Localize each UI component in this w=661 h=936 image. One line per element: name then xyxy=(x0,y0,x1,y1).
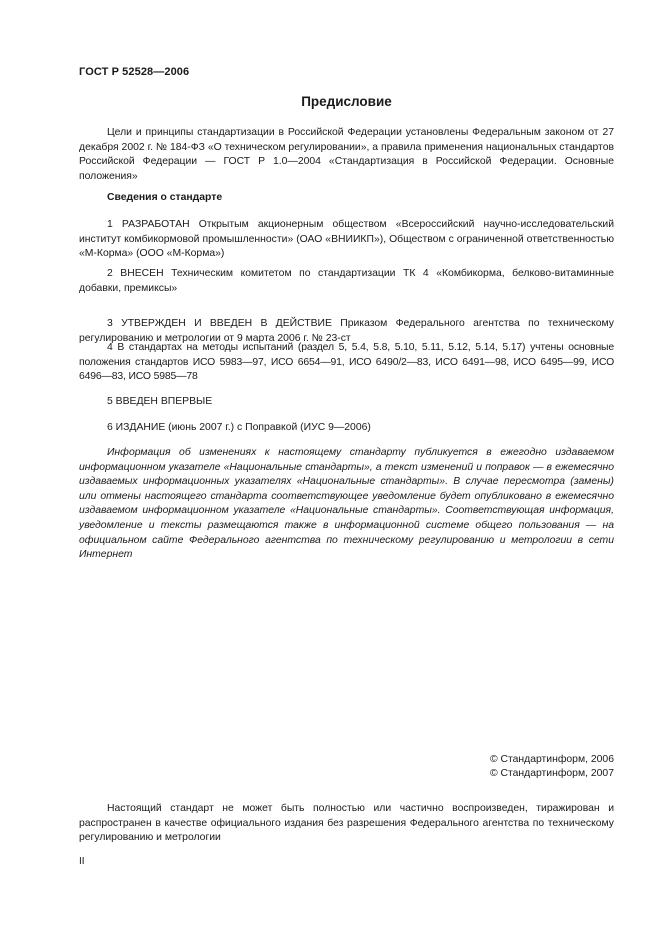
copyright-line-2: © Стандартинформ, 2007 xyxy=(489,768,614,779)
section-heading: Сведения о стандарте xyxy=(107,192,223,203)
notice-paragraph: Информация об изменениях к настоящему стандарту публикуется в ежегодно издаваемом информационном указателе «Национальные стандарты», а текст изменений и поправок — в ежемесячно издаваемых информационных указателях «Национальные стандарты». В случае пересмотра (замены) или отмены настоящего стандарта соответствующее уведомление будет опубликовано в ежемесячно издаваемом информационном указателе «Национальные стандарты». Соответствующая информация, уведомление и тексты размещаются также в информационной системе общего пользования — на официальном сайте Федерального агентства по техническому регулированию и метрологии в сети Интернет xyxy=(79,447,614,561)
footer-notice: Настоящий стандарт не может быть полностью или частично воспроизведен, тиражирован и распространен в качестве официального издания без разрешения Федерального агентства по техническому регулированию и метрологии xyxy=(79,803,614,844)
page-number: II xyxy=(79,856,85,867)
standard-info-item-5: 5 ВВЕДЕН ВПЕРВЫЕ xyxy=(107,396,213,407)
copyright-line-1: © Стандартинформ, 2006 xyxy=(489,754,614,765)
standard-info-item-6: 6 ИЗДАНИЕ (июнь 2007 г.) с Поправкой (ИУС 9—2006) xyxy=(107,422,371,433)
standard-info-item-1: 1 РАЗРАБОТАН Открытым акционерным обществом «Всероссийский научно-исследовательский институт комбикормовой промышленности» (ОАО «ВНИИКП»), Обществом с ограниченной ответственностью «М-Корма» (ООО «М-Корма») xyxy=(79,219,614,260)
intro-paragraph: Цели и принципы стандартизации в Российской Федерации установлены Федеральным законом от 27 декабря 2002 г. № 184-ФЗ «О техническом регулировании», а правила применения национальных стандартов Российской Федерации — ГОСТ Р 1.0—2004 «Стандартизация в Российской Федерации. Основные положения» xyxy=(79,127,614,182)
standard-info-item-4: 4 В стандартах на методы испытаний (раздел 5, 5.4, 5.8, 5.10, 5.11, 5.12, 5.14, 5.17) учтены основные положения стандартов ИСО 5983—97, ИСО 6654—91, ИСО 6490/2—83, ИСО 6491—98, ИСО 6495—99, ИСО 6496—83, ИСО 5985—78 xyxy=(79,342,614,383)
page-title: Предисловие xyxy=(301,94,392,109)
standard-code-header: ГОСТ Р 52528—2006 xyxy=(79,66,190,78)
standard-info-item-2: 2 ВНЕСЕН Техническим комитетом по стандартизации ТК 4 «Комбикорма, белково-витаминные добавки, премиксы» xyxy=(79,268,614,294)
standard-info-item-3: 3 УТВЕРЖДЕН И ВВЕДЕН В ДЕЙСТВИЕ Приказом Федерального агентства по техническому регулированию и метрологии от 9 марта 2006 г. № 23-ст xyxy=(79,318,614,344)
